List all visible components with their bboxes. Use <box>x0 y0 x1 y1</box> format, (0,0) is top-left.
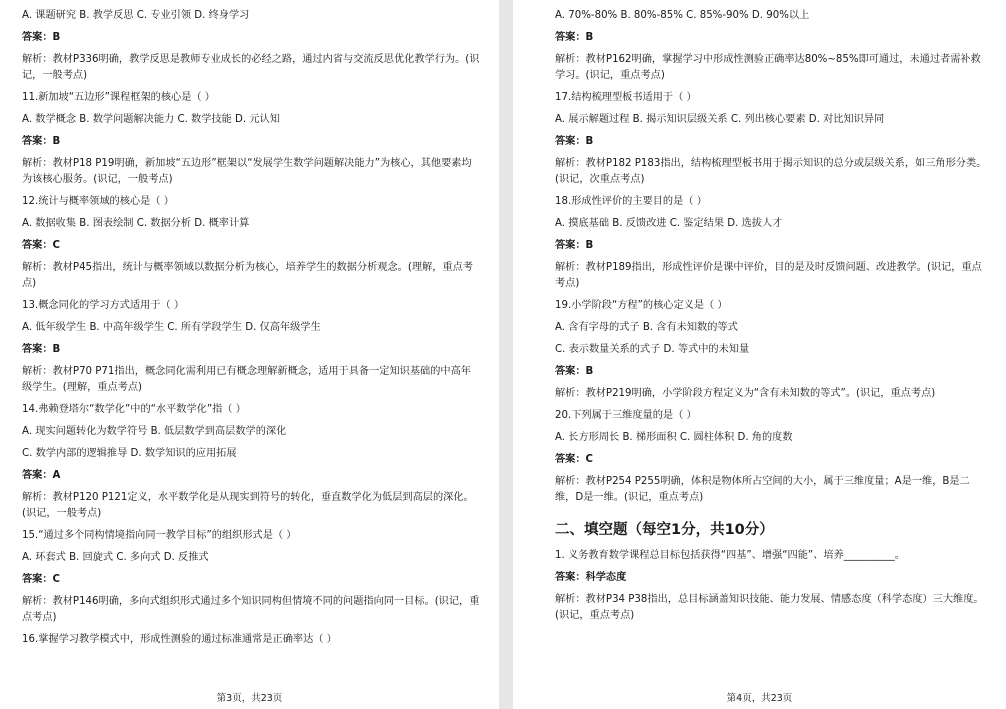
answer-line: 答案：B <box>555 366 594 377</box>
answer-line: 答案：C <box>22 240 61 251</box>
answer-line: 答案：C <box>22 574 61 585</box>
text-line: 18.形成性评价的主要目的是（ ） <box>555 196 707 207</box>
text-line: 解析：教材P146明确，多向式组织形式通过多个知识同构但情境不同的问题指向同一目标。(识记，重点考点) <box>22 596 480 623</box>
page-body <box>22 8 481 648</box>
text-line: 解析：教材P182 P183指出，结构梳理型板书用于揭示知识的总分或层级关系，如三角形分类。(识记，次重点考点) <box>555 158 987 185</box>
text-line: A. 含有字母的式子 B. 含有未知数的等式 <box>555 322 738 333</box>
text-line: 解析：教材P34 P38指出，总目标涵盖知识技能、能力发展、情感态度（科学态度）三大维度。(识记，重点考点) <box>555 594 984 621</box>
text-line: A. 长方形周长 B. 梯形面积 C. 圆柱体积 D. 角的度数 <box>555 432 793 443</box>
text-line: 15.“通过多个同构情境指向同一教学目标”的组织形式是（ ） <box>22 530 297 541</box>
text-line: 解析：教材P219明确，小学阶段方程定义为“含有未知数的等式”。(识记，重点考点) <box>555 388 936 399</box>
answer-line: 答案：B <box>22 344 61 355</box>
text-line: A. 低年级学生 B. 中高年级学生 C. 所有学段学生 D. 仅高年级学生 <box>22 322 321 333</box>
document-page-right <box>513 0 1006 709</box>
document-page-left <box>0 0 499 709</box>
text-line: 解析：教材P120 P121定义，水平数学化是从现实到符号的转化，垂直数学化为低层到高层的深化。(识记，一般考点) <box>22 492 474 519</box>
answer-line: 答案：C <box>555 454 594 465</box>
text-line: 1. 义务教育数学课程总目标包括获得“四基”、增强“四能”、培养__________。 <box>555 550 905 561</box>
page-body <box>555 8 988 624</box>
text-line: A. 展示解题过程 B. 揭示知识层级关系 C. 列出核心要素 D. 对比知识异同 <box>555 114 885 125</box>
text-line: 解析：教材P162明确，掌握学习中形成性测验正确率达80%~85%即可通过，未通过者需补救学习。(识记，重点考点) <box>555 54 981 81</box>
text-line: 解析：教材P189指出，形成性评价是课中评价，目的是及时反馈问题、改进教学。(识记，重点考点) <box>555 262 982 289</box>
answer-line: 答案：B <box>555 136 594 147</box>
text-line: C. 表示数量关系的式子 D. 等式中的未知量 <box>555 344 750 355</box>
text-line: 解析：教材P18 P19明确，新加坡“五边形”框架以“发展学生数学问题解决能力”为核心，其他要素均为该核心服务。(识记，一般考点) <box>22 158 472 185</box>
answer-line: 答案：B <box>22 32 61 43</box>
text-line: 解析：教材P45指出，统计与概率领域以数据分析为核心，培养学生的数据分析观念。(理解，重点考点) <box>22 262 473 289</box>
answer-line: 答案：B <box>555 32 594 43</box>
text-line: 解析：教材P70 P71指出，概念同化需利用已有概念理解新概念，适用于具备一定知识基础的中高年级学生。(理解，重点考点) <box>22 366 471 393</box>
text-line: A. 环套式 B. 回旋式 C. 多向式 D. 反推式 <box>22 552 209 563</box>
text-line: A. 数学概念 B. 数学问题解决能力 C. 数学技能 D. 元认知 <box>22 114 280 125</box>
answer-line: 答案：A <box>22 470 61 481</box>
text-line: A. 数据收集 B. 图表绘制 C. 数据分析 D. 概率计算 <box>22 218 250 229</box>
text-line: 20.下列属于三维度量的是（ ） <box>555 410 697 421</box>
text-line: 11.新加坡“五边形”课程框架的核心是（ ） <box>22 92 215 103</box>
text-line: 解析：教材P254 P255明确，体积是物体所占空间的大小，属于三维度量；A是一维，B是二维，D是一维。(识记，重点考点) <box>555 476 970 503</box>
page-footer: 第3页，共23页 <box>216 693 283 704</box>
text-line: 14.弗赖登塔尔“数学化”中的“水平数学化”指（ ） <box>22 404 246 415</box>
text-line: A. 摸底基础 B. 反馈改进 C. 鉴定结果 D. 选拔人才 <box>555 218 783 229</box>
text-line: 16.掌握学习教学模式中，形成性测验的通过标准通常是正确率达（ ） <box>22 634 337 645</box>
answer-line: 答案：科学态度 <box>555 572 627 583</box>
section-heading: 二、填空题（每空1分，共10分） <box>555 522 774 538</box>
text-line: A. 课题研究 B. 教学反思 C. 专业引领 D. 终身学习 <box>22 10 250 21</box>
text-line: A. 现实问题转化为数学符号 B. 低层数学到高层数学的深化 <box>22 426 287 437</box>
text-line: 17.结构梳理型板书适用于（ ） <box>555 92 697 103</box>
page-footer: 第4页，共23页 <box>726 693 793 704</box>
text-line: 解析：教材P336明确，教学反思是教师专业成长的必经之路，通过内省与交流反思优化教学行为。(识记，一般考点) <box>22 54 480 81</box>
text-line: C. 数学内部的逻辑推导 D. 数学知识的应用拓展 <box>22 448 237 459</box>
text-line: A. 70%-80% B. 80%-85% C. 85%-90% D. 90%以上 <box>555 10 810 21</box>
text-line: 19.小学阶段“方程”的核心定义是（ ） <box>555 300 728 311</box>
text-line: 12.统计与概率领域的核心是（ ） <box>22 196 174 207</box>
answer-line: 答案：B <box>22 136 61 147</box>
answer-line: 答案：B <box>555 240 594 251</box>
text-line: 13.概念同化的学习方式适用于（ ） <box>22 300 185 311</box>
